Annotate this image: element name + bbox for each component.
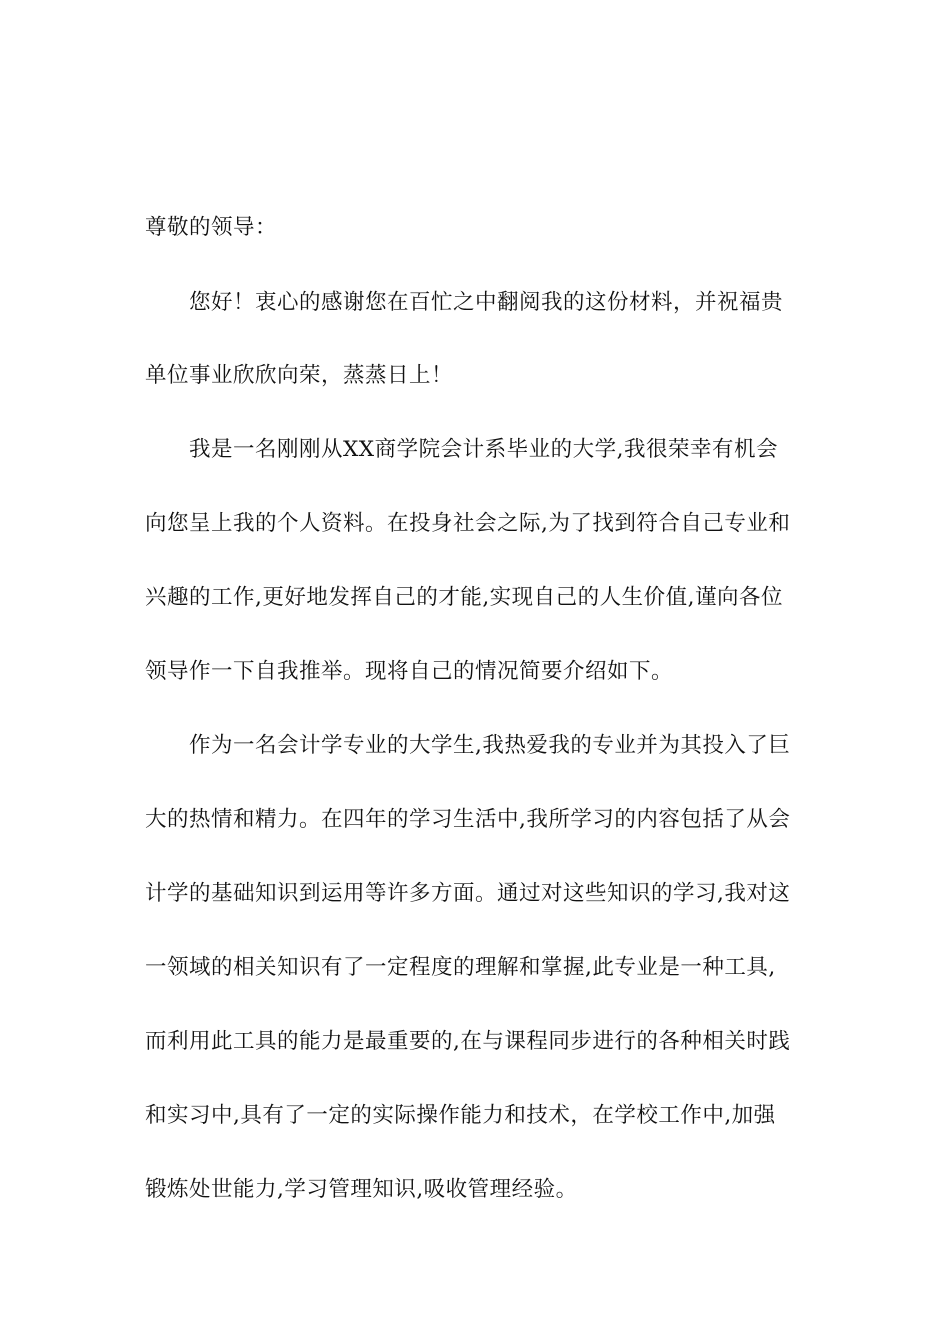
paragraph-line: 锻炼处世能力,学习管理知识,吸收管理经验。 (145, 1177, 578, 1202)
paragraph-line: 领导作一下自我推举。现将自己的情况简要介绍如下。 (145, 659, 674, 684)
paragraph-line: 和实习中,具有了一定的实际操作能力和技术，在学校工作中,加强 (145, 1103, 776, 1128)
paragraph-line: 单位事业欣欣向荣，蒸蒸日上！ (145, 363, 454, 388)
paragraph-line: 我是一名刚刚从XX商学院会计系毕业的大学,我很荣幸有机会 (189, 437, 778, 462)
salutation: 尊敬的领导： (145, 215, 278, 240)
paragraph-line: 大的热情和精力。在四年的学习生活中,我所学习的内容包括了从会 (145, 807, 791, 832)
paragraph-line: 计学的基础知识到运用等许多方面。通过对这些知识的学习,我对这 (145, 881, 791, 906)
paragraph-line: 向您呈上我的个人资料。在投身社会之际,为了找到符合自己专业和 (145, 511, 791, 536)
paragraph-line: 而利用此工具的能力是最重要的,在与课程同步进行的各种相关时践 (145, 1029, 791, 1054)
paragraph-line: 作为一名会计学专业的大学生,我热爱我的专业并为其投入了巨 (189, 733, 791, 758)
paragraph-line: 您好！衷心的感谢您在百忙之中翻阅我的这份材料，并祝福贵 (189, 290, 784, 315)
paragraph-line: 兴趣的工作,更好地发挥自己的才能,实现自己的人生价值,谨向各位 (145, 585, 784, 610)
paragraph-line: 一领域的相关知识有了一定程度的理解和掌握,此专业是一种工具, (145, 955, 776, 980)
